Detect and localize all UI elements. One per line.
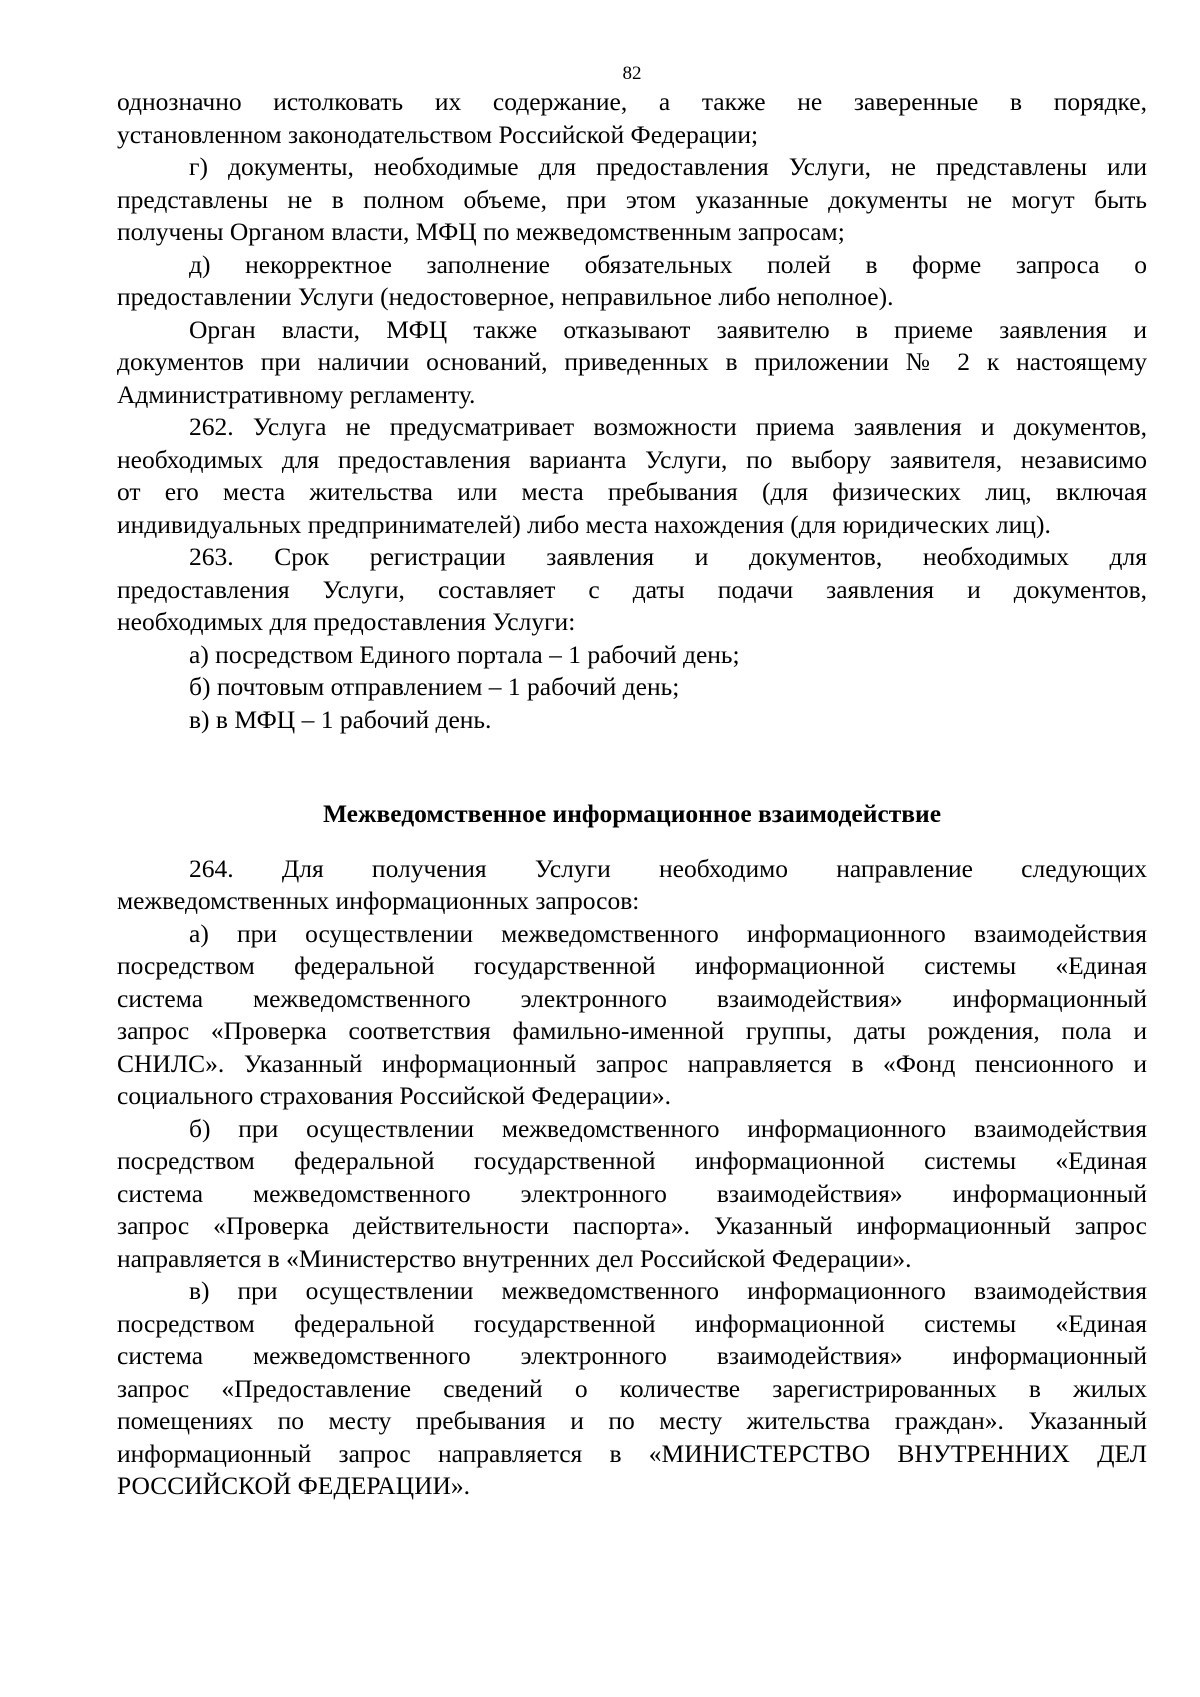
text-line: предоставления Услуги, составляет с даты подачи заявления и документов, (117, 574, 1147, 604)
text-line: установленном законодательством Российской Федерации; (117, 119, 759, 149)
text-line: СНИЛС». Указанный информационный запрос направляется в «Фонд пенсионного и (117, 1048, 1147, 1078)
text-line: 264. Для получения Услуги необходимо направление следующих (189, 853, 1147, 883)
text-line: 263. Срок регистрации заявления и документов, необходимых для (189, 542, 1147, 571)
text-line: помещениях по месту пребывания и по месту жительства граждан». Указанный (117, 1406, 1147, 1435)
text-line: 262. Услуга не предусматривает возможности приема заявления и документов, (189, 412, 1147, 441)
text-line: документов при наличии оснований, приведенных в приложении № 2 к настоящему (117, 347, 1147, 376)
paragraph-request-v (117, 1275, 1147, 1503)
text-line: направляется в «Министерство внутренних дел Российской Федерации». (117, 1243, 912, 1273)
text-line: социального страхования Российской Федерации». (117, 1081, 671, 1110)
paragraph-continuation (117, 86, 1147, 151)
text-line: система межведомственного электронного взаимодействия» информационный (117, 1341, 1147, 1370)
text-line: в) в МФЦ – 1 рабочий день. (189, 704, 492, 734)
text-line: система межведомственного электронного взаимодействия» информационный (117, 983, 1147, 1013)
list-item (117, 639, 1147, 672)
text-line: предоставлении Услуги (недостоверное, неправильное либо неполное). (117, 282, 894, 311)
text-line: в) при осуществлении межведомственного информационного взаимодействия (189, 1276, 1147, 1305)
text-line: однозначно истолковать их содержание, а также не заверенные в порядке, (117, 87, 1147, 116)
page-number: 82 (622, 63, 642, 84)
paragraph-264 (117, 853, 1147, 918)
text-line: посредством федеральной государственной информационной системы «Единая (117, 1308, 1147, 1338)
text-line: получены Органом власти, МФЦ по межведомственным запросам; (117, 217, 845, 246)
paragraph-request-b (117, 1113, 1147, 1276)
paragraph-262 (117, 411, 1147, 541)
text-line: а) посредством Единого портала – 1 рабочий день; (189, 639, 740, 669)
text-line: от его места жительства или места пребывания (для физических лиц, включая (117, 477, 1147, 506)
paragraph-refusal (117, 314, 1147, 412)
text-line: б) почтовым отправлением – 1 рабочий день; (189, 672, 680, 701)
paragraph-request-a (117, 918, 1147, 1113)
text-line: запрос «Проверка соответствия фамильно-именной группы, даты рождения, пола и (117, 1016, 1147, 1045)
text-line: межведомственных информационных запросов: (117, 886, 640, 915)
text-line: запрос «Предоставление сведений о количестве зарегистрированных в жилых (117, 1373, 1147, 1403)
text-line: запрос «Проверка действительности паспорта». Указанный информационный запрос (117, 1211, 1147, 1240)
text-line: система межведомственного электронного взаимодействия» информационный (117, 1178, 1147, 1208)
text-line: посредством федеральной государственной информационной системы «Единая (117, 951, 1147, 980)
paragraph-item-d (117, 249, 1147, 314)
text-line: представлены не в полном объеме, при этом указанные документы не могут быть (117, 184, 1147, 214)
text-line: необходимых для предоставления варианта Услуги, по выбору заявителя, независимо (117, 444, 1147, 474)
text-line: необходимых для предоставления Услуги: (117, 607, 576, 636)
text-line: Орган власти, МФЦ также отказывают заявителю в приеме заявления и (189, 314, 1147, 344)
text-line: д) некорректное заполнение обязательных полей в форме запроса о (189, 249, 1147, 279)
text-line: г) документы, необходимые для предоставления Услуги, не представлены или (189, 152, 1147, 181)
text-line: индивидуальных предпринимателей) либо места нахождения (для юридических лиц). (117, 509, 1051, 539)
section-heading: Межведомственное информационное взаимодействие (322, 799, 942, 828)
list-item (117, 704, 1147, 737)
text-line: б) при осуществлении межведомственного информационного взаимодействия (189, 1113, 1147, 1143)
text-line: информационный запрос направляется в «МИНИСТЕРСТВО ВНУТРЕННИХ ДЕЛ (117, 1438, 1147, 1468)
paragraph-item-g (117, 151, 1147, 249)
text-line: РОССИЙСКОЙ ФЕДЕРАЦИИ». (117, 1471, 471, 1500)
text-line: Административному регламенту. (117, 379, 476, 409)
list-item (117, 671, 1147, 704)
document-page (117, 62, 1147, 1503)
paragraph-263 (117, 541, 1147, 639)
text-line: посредством федеральной государственной информационной системы «Единая (117, 1146, 1147, 1175)
text-line: а) при осуществлении межведомственного информационного взаимодействия (189, 918, 1147, 948)
